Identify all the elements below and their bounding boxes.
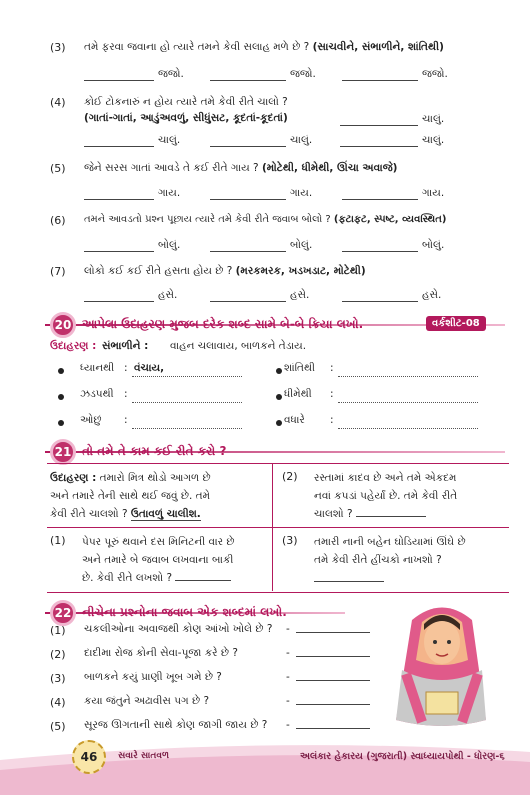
q3-text: તમે ફરવા જવાના હો ત્યારે તમને કેવી સલાહ મળે છે ? (સાચવીને, સંભાળીને, શાંતિથી) (84, 41, 444, 53)
s22-answer-blank[interactable] (296, 680, 370, 681)
q4-suffix-1: ચાલું. (422, 113, 445, 125)
page-number: 46 (72, 740, 106, 774)
s20-example-label: ઉદાહરણ : (50, 340, 97, 352)
s20-example-text: વાહન ચલાવાય, બાળકને તેડાય. (170, 340, 307, 352)
q7-number: (7) (50, 265, 66, 278)
s20-answer-line[interactable] (338, 402, 478, 403)
q5-blank-3[interactable] (342, 199, 418, 200)
s21-q2-line: રસ્તામાં કાદવ છે અને તમે એકદમ (314, 472, 457, 484)
s21-q2 (314, 469, 508, 523)
q4-number: (4) (50, 96, 66, 109)
s22-item-text: સૂરજ ઊગતાની સાથે કોણ જાગી જાય છે ? (84, 719, 268, 731)
s20-answer-line[interactable] (338, 428, 478, 429)
q3-blank-3[interactable] (342, 80, 418, 81)
q6-suffix-2: બોલું. (290, 239, 313, 251)
q6-blank-3[interactable] (342, 251, 418, 252)
s22-item-number: (4) (50, 696, 66, 709)
s21-q3 (314, 533, 508, 569)
q6-blank-2[interactable] (210, 251, 286, 252)
s22-item-number: (3) (50, 672, 66, 685)
s20-answer-line[interactable] (132, 428, 242, 429)
s22-answer-blank[interactable] (296, 632, 370, 633)
s20-item-word: ધ્યાનથી (80, 362, 115, 374)
q4-blank-1[interactable] (340, 125, 418, 126)
footer-right-text: અલંકાર હેકારય (ગુજરાતી) સ્વાધ્યાયપોથી - ધોરણ-૬ (300, 751, 505, 762)
q6-suffix-3: બોલું. (422, 239, 445, 251)
section-20-title: આપેલા ઉદાહરણ મુજબ દરેક શબ્દ સામે બે-બે ક્રિયા લખો. (82, 317, 364, 331)
q4-blank-4[interactable] (340, 146, 418, 147)
s20-answer-line[interactable] (338, 376, 478, 377)
s21-q1-number: (1) (50, 534, 66, 547)
q6-suffix-1: બોલું. (158, 239, 181, 251)
s22-item-dash: - (286, 647, 290, 659)
s22-item-text: બાળકને કયું પ્રાણી ખૂબ ગમે છે ? (84, 671, 222, 683)
s20-item-colon: : (124, 414, 128, 426)
s21-q2-number: (2) (282, 470, 298, 483)
s21-example-line: તમારો મિત્ર થોડો આગળ છે (99, 472, 211, 484)
footer-left-text: સવારે સાતવળ (118, 751, 169, 761)
q7-blank-3[interactable] (342, 301, 418, 302)
bullet (58, 420, 64, 426)
q4-blank-2[interactable] (84, 146, 154, 147)
s22-item-number: (5) (50, 720, 66, 733)
bullet (58, 394, 64, 400)
q7-suffix-1: હસે. (158, 289, 178, 301)
q6-text: તમને આવડતો પ્રશ્ન પૂછાય ત્યારે તમે કેવી રીતે જવાબ બોલો ? (ફટાફટ, સ્પષ્ટ, વ્યવસ્થિત) (84, 214, 447, 225)
bullet (276, 394, 282, 400)
s21-q3-line: તમે કેવી રીતે હીંચકો નાખશો ? (314, 554, 442, 566)
s20-item-word: વધારે (284, 414, 305, 426)
s21-q1-line: પેપર પૂરું થવાને દસ મિનિટની વાર છે (82, 536, 235, 548)
s21-q1-blank[interactable] (175, 580, 231, 581)
s22-item-dash: - (286, 695, 290, 707)
q7-text: લોકો કઈ કઈ રીતે હસતા હોય છે ? (મરકમરક, ખડખડાટ, મોટેથી) (84, 265, 366, 277)
s20-item-word: ઓછું (80, 414, 102, 426)
s21-q1-line: અને તમારે બે જવાબ લખવાના બાકી (82, 554, 234, 566)
s21-q2-blank[interactable] (356, 516, 426, 517)
q5-suffix-3: ગાય. (422, 187, 445, 199)
q4-options: (ગાતાં-ગાતાં, આડુંઅવળું, સીધુંસટ, કૂદતાં-કૂદતાં) (84, 112, 288, 124)
s22-item-dash: - (286, 671, 290, 683)
q3-suffix-1: જજો. (158, 68, 184, 80)
q4-suffix-2: ચાલું. (158, 134, 181, 146)
section-21-badge: 21 (50, 439, 76, 465)
q5-suffix-1: ગાય. (158, 187, 181, 199)
q3-blank-1[interactable] (84, 80, 154, 81)
s21-example-label: ઉદાહરણ : (50, 472, 97, 484)
worksheet-tag: વર્કશીટ-08 (426, 316, 486, 331)
q5-text: જેને સરસ ગાતાં આવડે તે કઈ રીતે ગાય ? (મોટેથી, ધીમેથી, ઊંચા અવાજે) (84, 162, 398, 174)
section-22-title: નીચેના પ્રશ્નોના જવાબ એક શબ્દમાં લખો. (82, 605, 287, 619)
table-divider (47, 527, 509, 528)
bullet (58, 368, 64, 374)
s21-q2-line: નવાં કપડાં પહેર્યાં છે. તમે કેવી રીતે (314, 490, 458, 502)
q7-blank-1[interactable] (84, 301, 154, 302)
s20-item-colon: : (330, 414, 334, 426)
q7-suffix-3: હસે. (422, 289, 442, 301)
woman-illustration (382, 600, 500, 734)
s20-example-word: સંભાળીને : (102, 340, 149, 352)
bullet (276, 420, 282, 426)
q5-blank-2[interactable] (210, 199, 286, 200)
q3-suffix-3: જજો. (422, 68, 448, 80)
s21-example-answer: ઉતાવળું ચાલીશ. (130, 508, 201, 520)
q3-suffix-2: જજો. (290, 68, 316, 80)
s21-q3-number: (3) (282, 534, 298, 547)
bullet (276, 368, 282, 374)
section-21-title: તો તમે તે કામ કઈ રીતે કરો ? (82, 444, 227, 458)
s22-item-text: ચકલીઓના અવાજથી કોણ આંખો ખોલે છે ? (84, 623, 273, 635)
q3-number: (3) (50, 41, 66, 54)
q4-suffix-3: ચાલું. (290, 134, 313, 146)
s22-item-number: (1) (50, 624, 66, 637)
s20-item-word: ધીમેથી (284, 388, 312, 400)
s20-item-colon: : (330, 388, 334, 400)
s21-q1-line: છે. કેવી રીતે લખશો ? (82, 572, 173, 584)
s21-q3-blank[interactable] (314, 581, 384, 582)
q6-number: (6) (50, 214, 66, 227)
s22-answer-blank[interactable] (296, 704, 370, 705)
q7-suffix-2: હસે. (290, 289, 310, 301)
s20-item-colon: : (124, 388, 128, 400)
s21-q2-line: ચાલશો ? (314, 508, 353, 520)
q5-suffix-2: ગાય. (290, 187, 313, 199)
s20-item-answer: વંચાય, (134, 362, 165, 374)
s21-q3-line: તમારી નાની બહેન ઘોડિયામાં ઊંઘે છે (314, 536, 466, 548)
s22-item-dash: - (286, 623, 290, 635)
s22-answer-blank[interactable] (296, 728, 370, 729)
s20-item-word: શાંતિથી (284, 362, 316, 374)
q4-line1: કોઈ ટોકનારું ન હોય ત્યારે તમે કેવી રીતે ચાલો ? (84, 96, 288, 108)
s22-item-dash: - (286, 719, 290, 731)
s20-answer-line[interactable] (132, 402, 242, 403)
q5-blank-1[interactable] (84, 199, 154, 200)
q4-blank-3[interactable] (210, 146, 286, 147)
s20-answer-line[interactable] (132, 376, 242, 377)
s22-item-text: દાદીમા રોજ કોની સેવા-પૂજા કરે છે ? (84, 647, 238, 659)
s21-example-line: કેવી રીતે ચાલશો ? (50, 508, 128, 520)
q5-number: (5) (50, 162, 66, 175)
q7-blank-2[interactable] (210, 301, 286, 302)
section-22-badge: 22 (50, 600, 76, 626)
s20-item-colon: : (330, 362, 334, 374)
s21-example (50, 469, 270, 523)
section-20-badge: 20 (50, 312, 76, 338)
s20-item-word: ઝડપથી (80, 388, 114, 400)
s22-item-text: કયા જંતુને અઢાવીસ પગ છે ? (84, 695, 210, 707)
q3-blank-2[interactable] (210, 80, 286, 81)
q6-blank-1[interactable] (84, 251, 154, 252)
s21-q1 (82, 533, 270, 587)
q4-suffix-4: ચાલું. (422, 134, 445, 146)
s21-example-line: અને તમારે તેની સાથે થઈ જવું છે. તમે (50, 490, 211, 502)
s22-answer-blank[interactable] (296, 656, 370, 657)
s20-item-colon: : (124, 362, 128, 374)
s22-item-number: (2) (50, 648, 66, 661)
